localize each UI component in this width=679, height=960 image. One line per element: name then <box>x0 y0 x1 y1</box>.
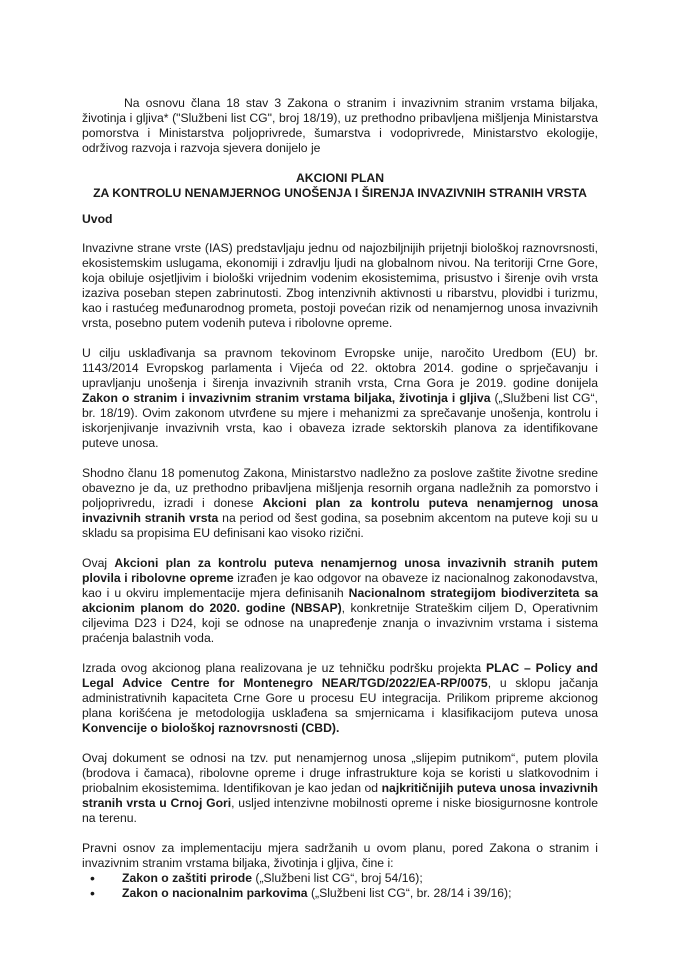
law-name: Zakon o zaštiti prirode <box>122 871 253 885</box>
list-item <box>122 871 598 886</box>
paragraph-technical-support <box>82 661 598 736</box>
law-reference: („Službeni list CG“, broj 54/16); <box>252 871 423 885</box>
text: na period od šest godina, sa posebnim akcentom na puteve koji su u skladu sa propisima EU definisani kao visoko rizični. <box>82 511 598 540</box>
paragraph-eu-alignment <box>82 346 598 451</box>
strategy-name: Nacionalnom strategijom biodiverziteta sa akcionim planom do 2020. godine (NBSAP) <box>82 586 598 615</box>
paragraph-ias-intro: Invazivne strane vrste (IAS) predstavljaju jednu od najozbiljnijih prijetnji biološkoj raznovrsnosti, ekosistemskim uslugama, ekonomiji i zdravlju ljudi na globalnom nivou. Na teritoriji Crne Gore, koja obiluje osjetljivim i biološki vrijednim vodenim ekosistemima, prisustvo i širenje ovih vrsta izaziva poseban stepen zabrinutosti. Zbog intenzivnih aktivnosti u ribarstvu, plovidbi i turizmu, kao i rastućeg međunarodnog prometa, postoji povećan rizik od nenamjernog unosa invazivnih vrsta, posebno putem vodenih puteva i ribolovne opreme. <box>82 241 598 330</box>
title-line-1: AKCIONI PLAN <box>295 171 385 185</box>
law-name: Zakon o stranim i invazivnim stranim vrstama biljaka, životinja i gljiva <box>82 391 491 405</box>
law-reference: („Službeni list CG“, br. 28/14 i 39/16); <box>307 886 512 900</box>
law-name: Zakon o nacionalnim parkovima <box>122 886 308 900</box>
document-title <box>82 171 598 201</box>
paragraph-legal-basis: Pravni osnov za implementaciju mjera sadržanih u ovom planu, pored Zakona o stranim i invazivnim stranim vrstama biljaka, životinja i gljiva, čine i: <box>82 841 598 870</box>
critical-pathway: najkritičnijih puteva unosa invazivnih stranih vrsta u Crnoj Gori <box>82 781 598 810</box>
text: Shodno članu 18 pomenutog Zakona, Ministarstvo nadležno za poslove zaštite životne sredine obavezno je da, uz prethodno pribavljena mišljenja resornih organa nadležnih za pomorstvo i poljoprivredu, izradi i donese <box>82 466 598 510</box>
text: Izrada ovog akcionog plana realizovana je uz tehničku podršku projekta <box>82 661 486 675</box>
text: Ovaj <box>82 556 115 570</box>
legal-basis-list <box>82 871 598 901</box>
convention-name: Konvencije o biološkoj raznovrsnosti (CBD). <box>82 721 340 735</box>
text: izrađen je kao odgovor na obaveze iz nacionalnog zakonodavstva, kao i u okviru implementacije mjera definisanih <box>82 571 599 600</box>
text: U cilju usklađivanja sa pravnom tekovinom Evropske unije, naročito Uredbom (EU) br. 1143/2014 Evropskog parlamenta i Vijeća od 22. oktobra 2014. godine o sprječavanju i upravljanju unošenja i širenja invazivnih stranih vrsta, Crna Gora je 2019. godine donijela <box>82 346 598 390</box>
paragraph-plan-purpose <box>82 556 598 646</box>
text: Ovaj dokument se odnosi na tzv. put nenamjernog unosa „slijepim putnikom“, putem plovila (brodova i čamaca), ribolovne opreme i druge infrastrukture koja se koristi u slatkovodnim i priobalnim ekosistemima. Identifikovan je kao jedan od <box>82 751 598 795</box>
text: , usljed intenzivne mobilnosti opreme i niske biosigurnosne kontrole na terenu. <box>82 796 598 825</box>
section-heading-uvod: Uvod <box>82 212 113 226</box>
plan-name: Akcioni plan za kontrolu puteva nenamjernog unosa invazivnih stranih putem plovila i ribolovne opreme <box>82 556 598 585</box>
paragraph-article-18 <box>82 466 598 541</box>
title-line-2: ZA KONTROLU NENAMJERNOG UNOŠENJA I ŠIRENJA INVAZIVNIH STRANIH VRSTA <box>93 186 587 200</box>
paragraph-scope <box>82 751 598 826</box>
text: („Službeni list CG“, br. 18/19). Ovim zakonom utvrđene su mjere i mehanizmi za sprečavanje unošenja, kontrolu i iskorjenjivanje invazivnih vrsta, kao i obaveza izrade sektorskih planova za identifikovane puteve unosa. <box>82 391 598 450</box>
text: , konkretnije Strateškim ciljem D, Operativnim ciljevima D23 i D24, koji se odnose na unapređenje znanja o invazivnim vrstama i sistema praćenja balastnih voda. <box>82 601 598 645</box>
preamble-paragraph: Na osnovu člana 18 stav 3 Zakona o stranim i invazivnim stranim vrstama biljaka, životinja i gljiva* ("Službeni list CG", broj 18/19), uz prethodno pribavljena mišljenja Ministarstva pomorstva i Ministarstva poljoprivrede, šumarstva i vodoprivrede, Ministarstvo ekologije, održivog razvoja i razvoja sjevera donijelo je <box>82 96 598 155</box>
plan-name: Akcioni plan za kontrolu puteva nenamjernog unosa invazivnih stranih vrsta <box>82 496 598 525</box>
list-item <box>122 886 598 901</box>
text: , u sklopu jačanja administrativnih kapaciteta Crne Gore u procesu EU integracija. Prilikom pripreme akcionog plana korišćena je metodologija usklađena sa smjernicama i klasifikacijom puteva unosa <box>82 676 598 720</box>
project-name: PLAC – Policy and Legal Advice Centre for Montenegro NEAR/TGD/2022/EA-RP/0075 <box>82 661 598 690</box>
document-page <box>82 96 598 901</box>
